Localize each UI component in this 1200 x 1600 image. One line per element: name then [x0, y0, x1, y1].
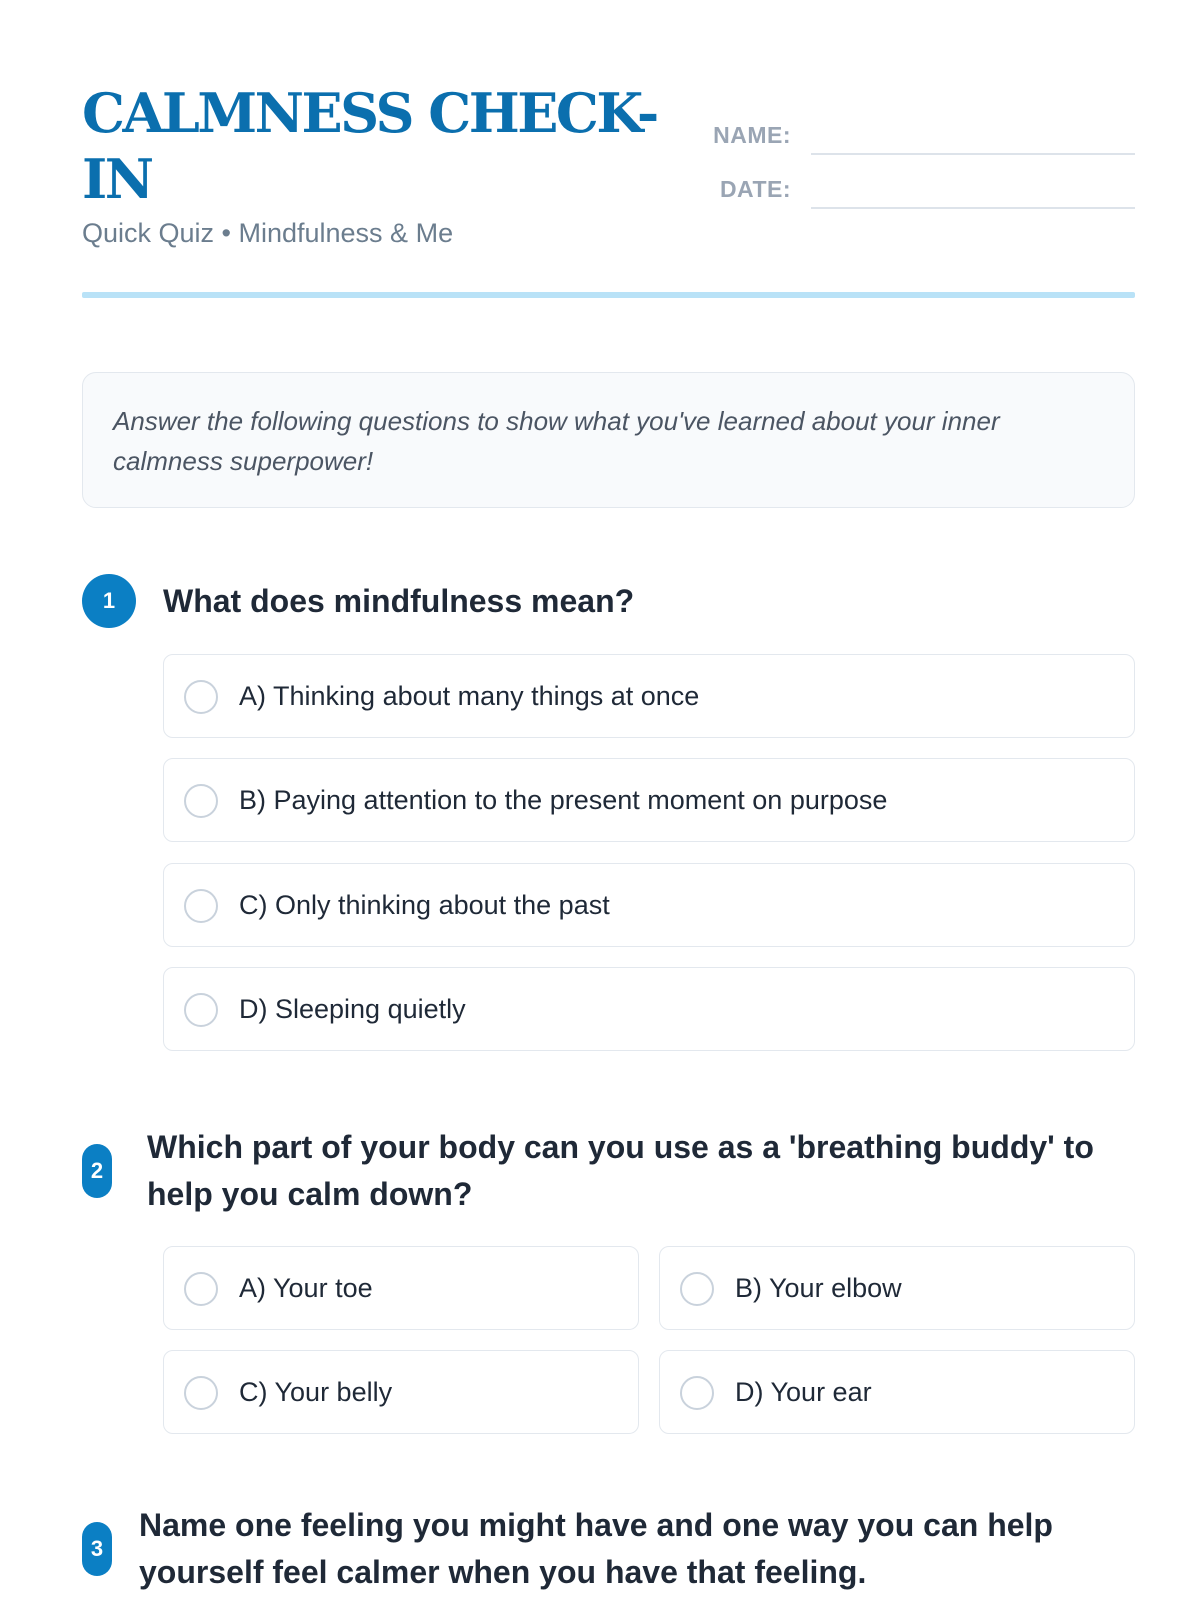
answer-option-label: B) Your elbow — [735, 1273, 902, 1303]
answer-option[interactable] — [163, 654, 1135, 738]
name-input-line[interactable] — [811, 153, 1135, 155]
radio-circle-icon[interactable] — [184, 993, 218, 1027]
question-number-badge: 2 — [82, 1144, 112, 1198]
question-text: What does mindfulness mean? — [163, 583, 635, 619]
question-3 — [82, 1502, 1135, 1596]
radio-circle-icon[interactable] — [184, 680, 218, 714]
answer-option-label: B) Paying attention to the present moment on purpose — [239, 785, 888, 815]
question-number-badge: 3 — [82, 1522, 112, 1576]
answer-option[interactable] — [163, 1350, 639, 1434]
answer-option[interactable] — [163, 1246, 639, 1330]
radio-circle-icon[interactable] — [680, 1376, 714, 1410]
date-label: DATE: — [719, 176, 791, 202]
question-1-header — [82, 574, 1135, 628]
name-field-row — [694, 116, 1135, 170]
header-divider — [82, 292, 1135, 298]
answer-option-label: D) Sleeping quietly — [239, 994, 466, 1024]
answer-option-label: D) Your ear — [735, 1377, 872, 1407]
question-2-options — [163, 1246, 1135, 1436]
answer-option[interactable] — [163, 758, 1135, 842]
answer-option[interactable] — [659, 1246, 1135, 1330]
question-2 — [82, 1124, 1135, 1407]
answer-option-label: A) Your toe — [239, 1273, 373, 1303]
answer-option-label: C) Only thinking about the past — [239, 890, 610, 920]
title-block — [82, 80, 662, 250]
instructions-box: Answer the following questions to show what you've learned about your inner calmness superpower! — [82, 372, 1135, 508]
name-label: NAME: — [713, 122, 791, 148]
question-1 — [82, 574, 1135, 1024]
question-text: Which part of your body can you use as a 'breathing buddy' to help you calm down? — [147, 1129, 1094, 1212]
radio-circle-icon[interactable] — [184, 784, 218, 818]
worksheet-header — [82, 80, 1135, 298]
radio-circle-icon[interactable] — [184, 889, 218, 923]
date-field-row — [694, 170, 1135, 224]
answer-option-label: A) Thinking about many things at once — [239, 681, 700, 711]
question-3-header — [82, 1502, 1135, 1596]
page-subtitle: Quick Quiz • Mindfulness & Me — [82, 218, 454, 248]
date-input-line[interactable] — [811, 207, 1135, 209]
student-fields — [694, 116, 1135, 224]
question-2-header — [82, 1124, 1135, 1218]
answer-option-label: C) Your belly — [239, 1377, 393, 1407]
radio-circle-icon[interactable] — [184, 1272, 218, 1306]
question-1-options — [163, 654, 1135, 1054]
page-title: CALMNESS CHECK-IN — [82, 81, 657, 211]
answer-option[interactable] — [163, 967, 1135, 1051]
answer-option[interactable] — [163, 863, 1135, 947]
radio-circle-icon[interactable] — [680, 1272, 714, 1306]
answer-option[interactable] — [659, 1350, 1135, 1434]
radio-circle-icon[interactable] — [184, 1376, 218, 1410]
question-number-badge: 1 — [82, 574, 136, 628]
question-text: Name one feeling you might have and one way you can help yourself feel calmer when you have that feeling. — [139, 1507, 1053, 1590]
